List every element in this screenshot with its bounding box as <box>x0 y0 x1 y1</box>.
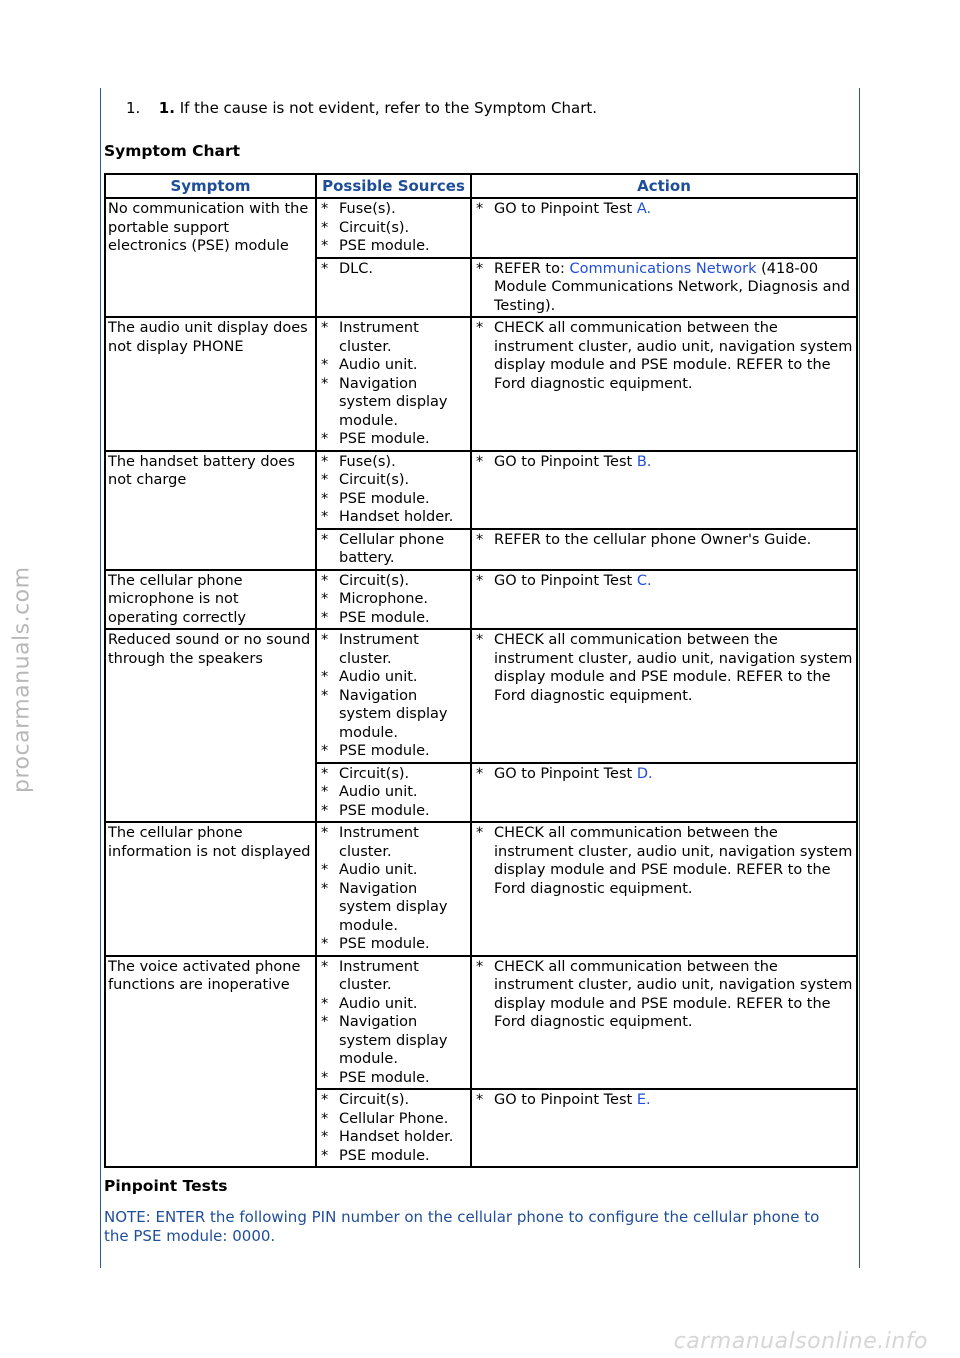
step-1 <box>126 97 597 119</box>
action-cell <box>471 451 857 529</box>
source-item: * PSE module. <box>319 935 467 954</box>
source-item: * Circuit(s). <box>319 765 467 784</box>
action-item <box>474 200 853 219</box>
action-text: GO to Pinpoint Test <box>494 765 637 782</box>
symptom-cell: The audio unit display does not display PHONE <box>105 317 316 451</box>
source-item: * Audio unit. <box>319 356 467 375</box>
action-cell <box>471 529 857 570</box>
step-bold-prefix: 1. <box>158 99 175 117</box>
action-list <box>474 958 853 1032</box>
action-list <box>474 631 853 705</box>
sources-cell <box>316 629 471 763</box>
source-item: * PSE module. <box>319 742 467 761</box>
sources-list <box>319 765 467 821</box>
action-link[interactable]: B. <box>636 453 652 470</box>
pin-note: NOTE: ENTER the following PIN number on the cellular phone to configure the cellular phone to the PSE module: 0000. <box>104 1208 820 1245</box>
sources-list <box>319 260 467 279</box>
table-header-row <box>105 174 857 198</box>
action-cell <box>471 629 857 763</box>
source-item: * Microphone. <box>319 590 467 609</box>
sources-list <box>319 631 467 761</box>
action-list <box>474 260 853 316</box>
action-text: GO to Pinpoint Test <box>494 453 637 470</box>
source-item: * Instrument cluster. <box>319 958 467 995</box>
pinpoint-tests-heading: Pinpoint Tests <box>104 1177 228 1195</box>
source-item: * Handset holder. <box>319 1128 467 1147</box>
action-cell <box>471 570 857 630</box>
action-text: CHECK all communication between the instrument cluster, audio unit, navigation system display module and PSE module. REFER to the Ford diagnostic equipment. <box>494 958 853 1030</box>
source-item: * PSE module. <box>319 490 467 509</box>
action-text: REFER to: <box>494 260 570 277</box>
source-item: * Audio unit. <box>319 668 467 687</box>
action-link[interactable]: C. <box>636 572 652 589</box>
sources-cell <box>316 956 471 1090</box>
symptom-cell: The handset battery does not charge <box>105 451 316 570</box>
action-cell <box>471 1089 857 1167</box>
action-text: CHECK all communication between the instrument cluster, audio unit, navigation system display module and PSE module. REFER to the Ford diagnostic equipment. <box>494 825 853 897</box>
action-list <box>474 1091 853 1110</box>
header-symptom: Symptom <box>105 174 316 198</box>
header-action: Action <box>471 174 857 198</box>
sources-list <box>319 572 467 628</box>
source-item: * Audio unit. <box>319 861 467 880</box>
source-item: * Navigation system display module. <box>319 375 467 431</box>
source-item: * Circuit(s). <box>319 219 467 238</box>
table-row <box>105 451 857 529</box>
action-link[interactable]: A. <box>636 201 652 217</box>
action-item <box>474 958 853 1032</box>
sources-cell <box>316 451 471 529</box>
source-item: * Navigation system display module. <box>319 687 467 743</box>
action-list <box>474 319 853 393</box>
action-cell <box>471 317 857 451</box>
sources-list <box>319 824 467 954</box>
sources-list <box>319 531 467 568</box>
step-number: 1. <box>126 99 141 117</box>
sources-list <box>319 453 467 527</box>
source-item: * DLC. <box>319 260 467 279</box>
source-item: * Circuit(s). <box>319 572 467 591</box>
side-watermark: procarmanuals.com <box>9 566 35 794</box>
action-cell <box>471 258 857 318</box>
source-item: * Instrument cluster. <box>319 319 467 356</box>
action-link[interactable]: D. <box>636 765 653 782</box>
sources-cell <box>316 822 471 956</box>
action-list <box>474 765 853 784</box>
sources-cell <box>316 570 471 630</box>
sources-list <box>319 1091 467 1165</box>
action-text: GO to Pinpoint Test <box>494 1092 637 1108</box>
action-item <box>474 260 853 316</box>
table-row <box>105 198 857 258</box>
action-text: REFER to the cellular phone Owner's Guide. <box>494 531 812 548</box>
action-text: GO to Pinpoint Test <box>494 572 637 589</box>
action-item <box>474 765 853 784</box>
left-margin-line <box>100 88 101 1268</box>
sources-cell <box>316 529 471 570</box>
action-text: GO to Pinpoint Test <box>494 201 637 217</box>
action-cell <box>471 822 857 956</box>
source-item: * Navigation system display module. <box>319 880 467 936</box>
source-item: * PSE module. <box>319 1147 467 1166</box>
action-item <box>474 531 853 550</box>
action-item <box>474 453 853 472</box>
source-item: * Navigation system display module. <box>319 1013 467 1069</box>
action-cell <box>471 198 857 258</box>
sources-cell <box>316 1089 471 1167</box>
source-item: * Audio unit. <box>319 783 467 802</box>
action-item <box>474 319 853 393</box>
action-list <box>474 824 853 898</box>
action-link[interactable]: Communications Network <box>569 260 757 277</box>
source-item: * PSE module. <box>319 237 467 256</box>
action-link[interactable]: E. <box>636 1092 651 1108</box>
action-text: CHECK all communication between the instrument cluster, audio unit, navigation system display module and PSE module. REFER to the Ford diagnostic equipment. <box>494 632 853 704</box>
symptom-chart-table <box>104 173 858 1168</box>
sources-cell <box>316 258 471 318</box>
table-row <box>105 956 857 1090</box>
source-item: * Audio unit. <box>319 995 467 1014</box>
table-row <box>105 629 857 763</box>
source-item: * Circuit(s). <box>319 471 467 490</box>
sources-cell <box>316 763 471 823</box>
symptom-cell: No communication with the portable support electronics (PSE) module <box>105 198 316 317</box>
source-item: * Instrument cluster. <box>319 824 467 861</box>
source-item: * Cellular phone battery. <box>319 531 467 568</box>
action-list <box>474 453 853 472</box>
sources-list <box>319 200 467 256</box>
action-item <box>474 824 853 898</box>
action-list <box>474 200 853 219</box>
source-item: * Fuse(s). <box>319 200 467 219</box>
source-item: * Handset holder. <box>319 508 467 527</box>
sources-cell <box>316 317 471 451</box>
action-cell <box>471 956 857 1090</box>
source-item: * Fuse(s). <box>319 453 467 472</box>
source-item: * Circuit(s). <box>319 1091 467 1110</box>
action-text: CHECK all communication between the instrument cluster, audio unit, navigation system display module and PSE module. REFER to the Ford diagnostic equipment. <box>494 320 853 392</box>
table-body <box>105 198 857 1167</box>
header-possible-sources: Possible Sources <box>316 174 471 198</box>
action-text-after: (418-00 Module Communications Network, Diagnosis and Testing). <box>494 260 850 314</box>
action-item <box>474 1091 853 1110</box>
action-cell <box>471 763 857 823</box>
symptom-cell: The voice activated phone functions are inoperative <box>105 956 316 1168</box>
source-item: * PSE module. <box>319 802 467 821</box>
symptom-cell: Reduced sound or no sound through the speakers <box>105 629 316 822</box>
source-item: * Cellular Phone. <box>319 1110 467 1129</box>
table-row <box>105 822 857 956</box>
action-list <box>474 572 853 591</box>
table-row <box>105 317 857 451</box>
sources-list <box>319 958 467 1088</box>
action-item <box>474 631 853 705</box>
symptom-chart-heading: Symptom Chart <box>104 142 241 160</box>
source-item: * PSE module. <box>319 609 467 628</box>
source-item: * Instrument cluster. <box>319 631 467 668</box>
right-margin-line <box>859 88 860 1268</box>
table-row <box>105 570 857 630</box>
symptom-cell: The cellular phone information is not displayed <box>105 822 316 956</box>
bottom-watermark: carmanualsonline.info <box>673 1329 928 1354</box>
step-text: If the cause is not evident, refer to the Symptom Chart. <box>179 99 598 117</box>
source-item: * PSE module. <box>319 430 467 449</box>
action-item <box>474 572 853 591</box>
source-item: * PSE module. <box>319 1069 467 1088</box>
action-list <box>474 531 853 550</box>
sources-list <box>319 319 467 449</box>
sources-cell <box>316 198 471 258</box>
symptom-cell: The cellular phone microphone is not operating correctly <box>105 570 316 630</box>
